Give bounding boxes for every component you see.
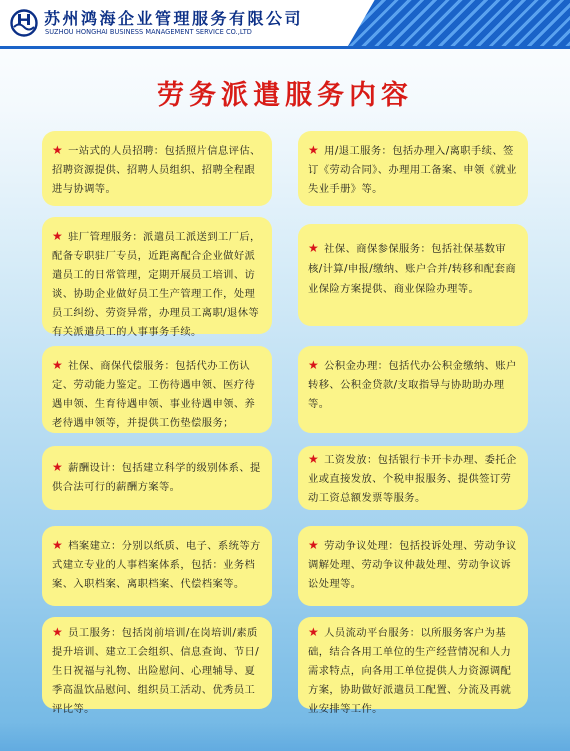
card-text: 工资发放：包括银行卡开卡办理、委托企业或直接发放、个税申报服务、提供签订劳动工资总额发票等服务。 [308,454,517,504]
card-text: 人员流动平台服务：以所服务客户为基础，结合各用工单位的生产经营情况和人力需求特点，向各用工单位提供人力资源调配方案，协助做好派遣员工配置、分流及再就业安排等工作。 [308,627,512,715]
card-onsite-management [42,217,272,338]
card-insurance-enrollment [298,224,528,326]
star-icon: ★ [308,538,320,552]
card-housing-fund [298,346,528,433]
header-stripes [348,0,570,46]
star-icon: ★ [308,143,320,157]
card-labor-disputes [298,526,528,606]
card-text: 员工服务：包括岗前培训/在岗培训/素质提升培训、建立工会组织、信息查询、节日/生日祝福与礼物、出险慰问、心理辅导、夏季高温饮品慰问、组织员工活动、优秀员工评比等。 [52,627,260,715]
card-insurance-claims [42,346,272,433]
star-icon: ★ [52,538,64,552]
header-divider [0,46,570,49]
card-text: 一站式的人员招聘：包括照片信息评估、招聘资源提供、招聘人员组织、招聘全程跟进与协调等。 [52,145,261,195]
card-text: 劳动争议处理：包括投诉处理、劳动争议调解处理、劳动争议仲裁处理、劳动争议诉讼处理等。 [308,540,517,590]
card-employment-filing [298,131,528,206]
company-name-en: SUZHOU HONGHAI BUSINESS MANAGEMENT SERVICE CO.,LTD [45,28,252,36]
star-icon: ★ [52,229,64,243]
card-text: 档案建立：分别以纸质、电子、系统等方式建立专业的人事档案体系，包括：业务档案、入职档案、离职档案、代偿档案等。 [52,540,261,590]
company-logo-icon [9,9,39,37]
card-compensation-design [42,446,272,510]
card-text: 薪酬设计：包括建立科学的级别体系、提供合法可行的薪酬方案等。 [52,462,261,493]
card-recruitment [42,131,272,206]
bottom-band [0,722,570,751]
page-title: 劳务派遣服务内容 [157,80,413,111]
star-icon: ★ [52,460,64,474]
star-icon: ★ [308,452,320,466]
card-text: 社保、商保参保服务：包括社保基数审核/计算/申报/缴纳、账户合并/转移和配套商业保险方案提供、商业保险办理等。 [308,243,517,295]
card-payroll [298,446,528,510]
card-text: 用/退工服务：包括办理入/离职手续、签订《劳动合同》、办理用工备案、申领《就业失业手册》等。 [308,145,517,195]
star-icon: ★ [308,241,320,255]
star-icon: ★ [308,358,320,372]
card-text: 公积金办理：包括代办公积金缴纳、账户转移、公积金贷款/支取指导与协助助办理等。 [308,360,517,410]
card-text: 驻厂管理服务：派遣员工派送到工厂后，配备专职驻厂专员，近距离配合企业做好派遣员工的日常管理，定期开展员工培训、访谈、协助企业做好员工生产管理工作，处理员工纠纷、劳资异常，办理员工离职/退休等有关派遣员工的人事事务手续。 [52,231,261,338]
company-name-cn: 苏州鸿海企业管理服务有限公司 [44,9,304,28]
card-archives [42,526,272,606]
star-icon: ★ [52,625,64,639]
card-employee-services [42,617,272,715]
star-icon: ★ [52,143,64,157]
card-mobility-platform [298,617,528,715]
star-icon: ★ [308,625,320,639]
card-text: 社保、商保代偿服务：包括代办工伤认定、劳动能力鉴定。工伤待遇申领、医疗待遇申领、生育待遇申领、事业待遇申领、养老待遇申领等，并提供工伤垫偿服务； [52,360,256,429]
header-bar [0,0,570,46]
star-icon: ★ [52,358,64,372]
